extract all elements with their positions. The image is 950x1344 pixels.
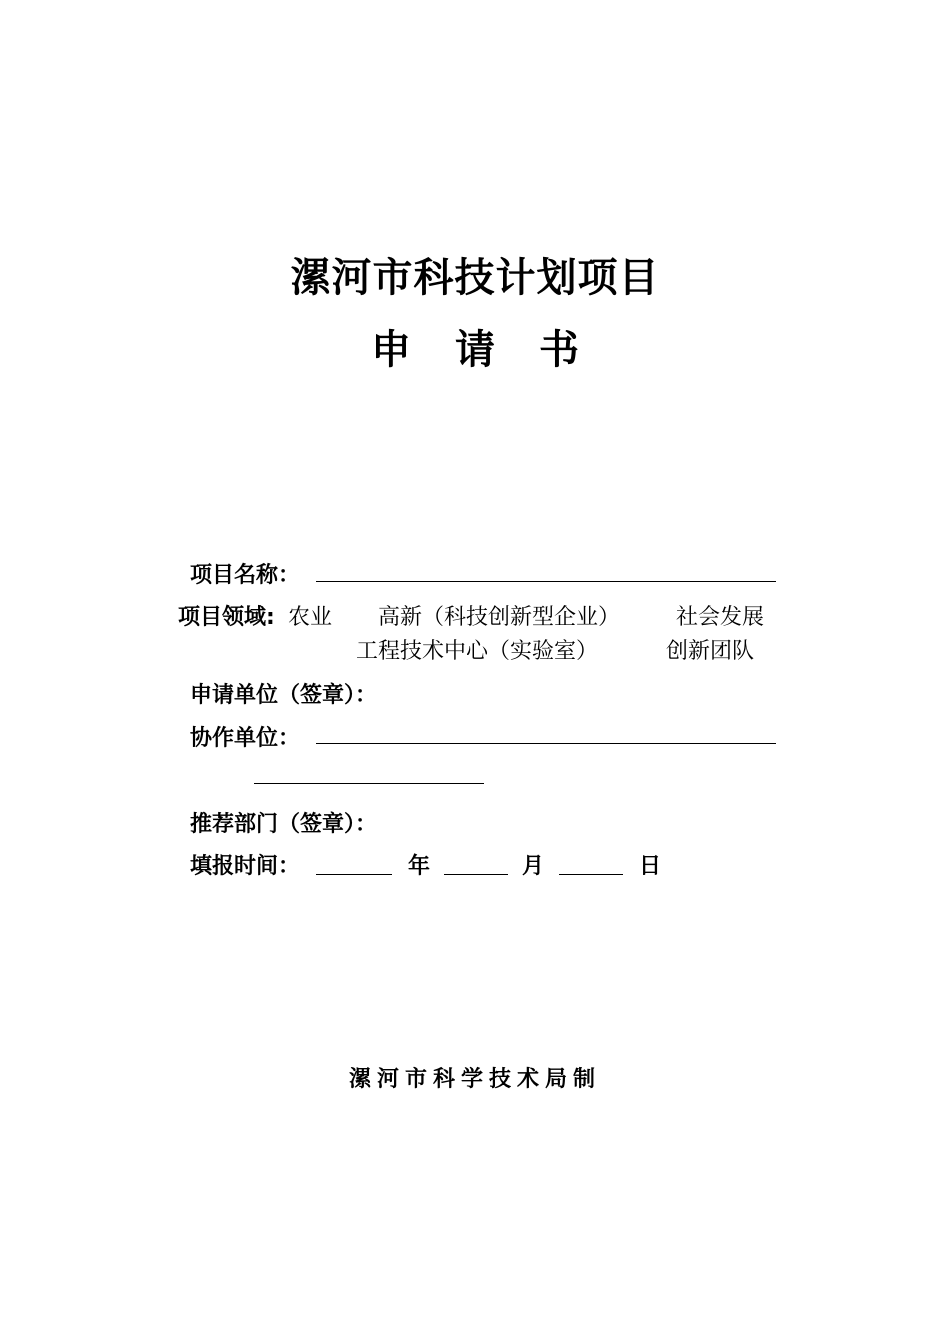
month-field[interactable] (444, 874, 508, 875)
subtitle-char: 书 (539, 327, 579, 373)
field-option-social[interactable]: 社会发展 (676, 605, 765, 630)
project-field-label: 项目领域: (178, 605, 275, 630)
subtitle-char: 申 (371, 327, 411, 373)
project-name-field[interactable] (316, 581, 776, 582)
day-field[interactable] (559, 874, 623, 875)
year-field[interactable] (316, 874, 392, 875)
project-name-label: 项目名称： (190, 563, 301, 588)
cooperator-label: 协作单位： (190, 726, 301, 751)
cooperator-field-continued[interactable] (254, 783, 484, 784)
field-option-hightech[interactable]: 高新（科技创新型企业） (378, 605, 621, 630)
field-option-innovation-team[interactable]: 创新团队 (666, 639, 755, 664)
month-label: 月 (522, 854, 545, 879)
field-option-agriculture[interactable]: 农业 (288, 605, 333, 630)
year-label: 年 (408, 854, 431, 879)
subtitle-char: 请 (455, 327, 495, 373)
cooperator-field[interactable] (316, 743, 776, 744)
field-option-engineering-center[interactable]: 工程技术中心（实验室） (356, 639, 599, 664)
document-title: 漯河市科技计划项目 (290, 255, 660, 301)
day-label: 日 (639, 854, 662, 879)
date-label: 填报时间： (190, 854, 301, 879)
document-subtitle (0, 318, 950, 375)
recommender-label: 推荐部门（签章）： (190, 812, 378, 837)
issuer-footer: 漯河市科学技术局制 (348, 1067, 601, 1092)
applicant-label: 申请单位（签章）： (190, 683, 378, 708)
